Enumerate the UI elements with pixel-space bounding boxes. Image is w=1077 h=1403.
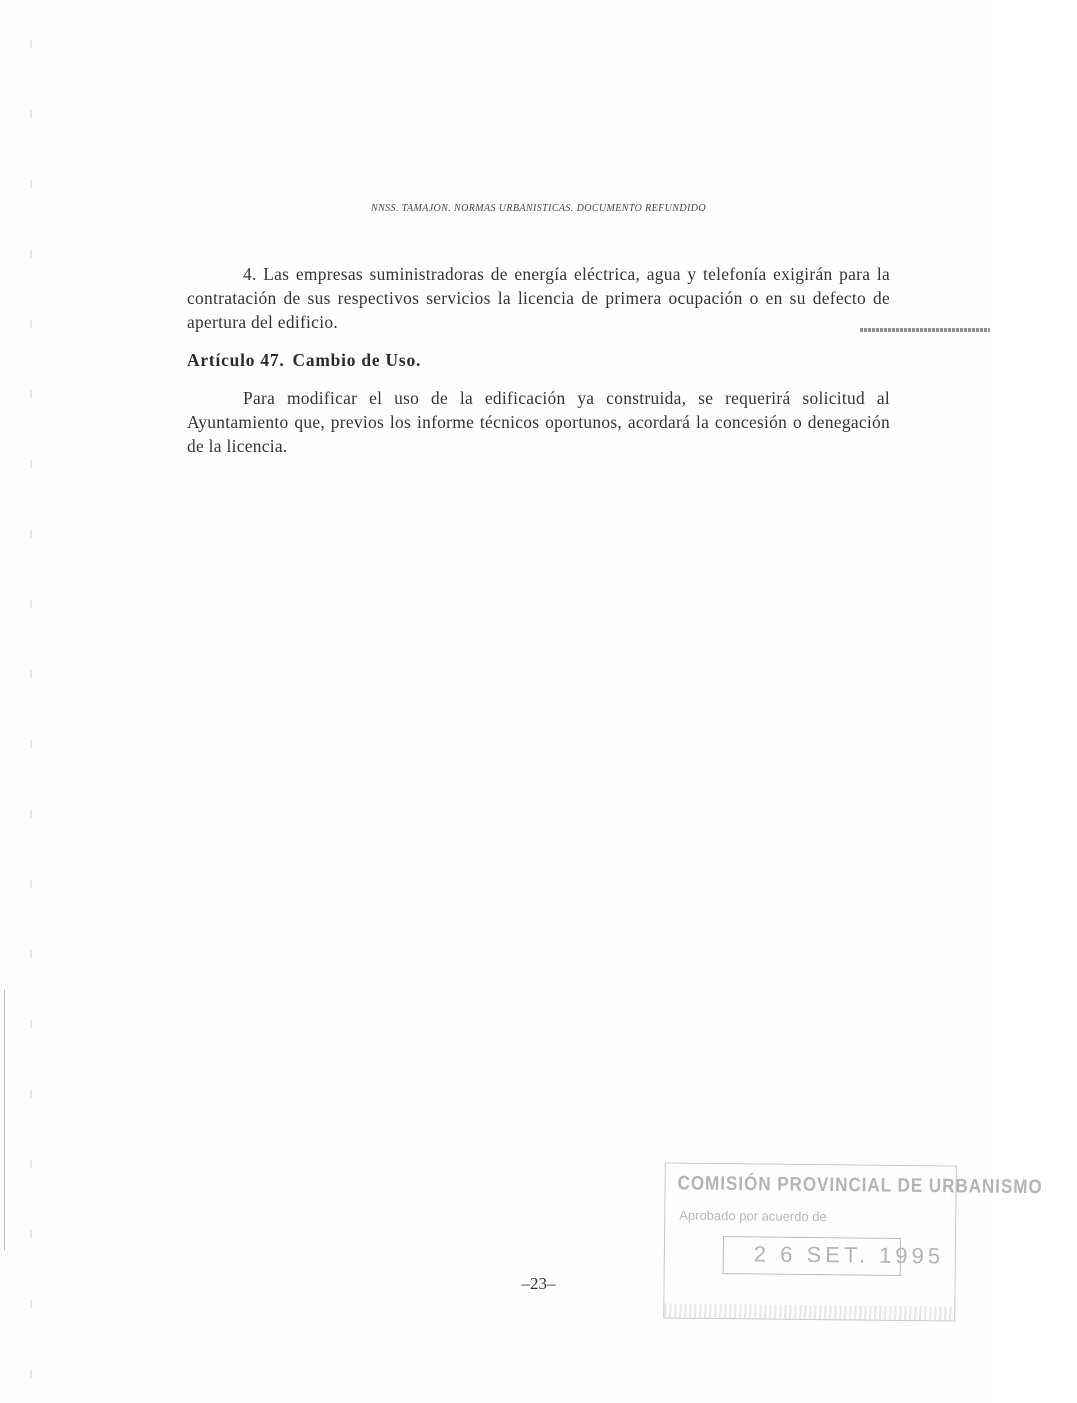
running-header: NNSS. TAMAJON. NORMAS URBANISTICAS. DOCUMENTO REFUNDIDO [371, 203, 706, 214]
stamp-date-box [723, 1236, 945, 1276]
margin-registration-mark [860, 328, 990, 332]
article-title: Cambio de Uso. [292, 350, 422, 370]
article-paragraph: Para modificar el uso de la edificación ya construida, se requerirá solicitud al Ayuntamiento que, previos los informe técnicos oportunos, acordará la concesión o denegación de la licencia. [187, 388, 890, 456]
paragraph-4: 4. Las empresas suministradoras de energía eléctrica, agua y telefonía exigirán para la contratación de sus respectivos servicios la licencia de primera ocupación o en su defecto de apertura del edificio. [187, 264, 890, 332]
stamp-commission-text: COMISIÓN PROVINCIAL DE URBANISMO [677, 1172, 1043, 1198]
stamp-bottom-texture [664, 1303, 954, 1320]
approval-stamp [663, 1162, 1043, 1321]
stamp-approved-text: Aprobado por acuerdo de [679, 1207, 827, 1225]
article-number: Artículo 47. [187, 350, 285, 370]
page-number: –23– [521, 1274, 556, 1293]
article-heading [187, 348, 890, 372]
scan-edge-line [4, 990, 5, 1250]
stamp-date: 2 6 SET. 1995 [753, 1241, 945, 1269]
document-body [187, 262, 890, 458]
